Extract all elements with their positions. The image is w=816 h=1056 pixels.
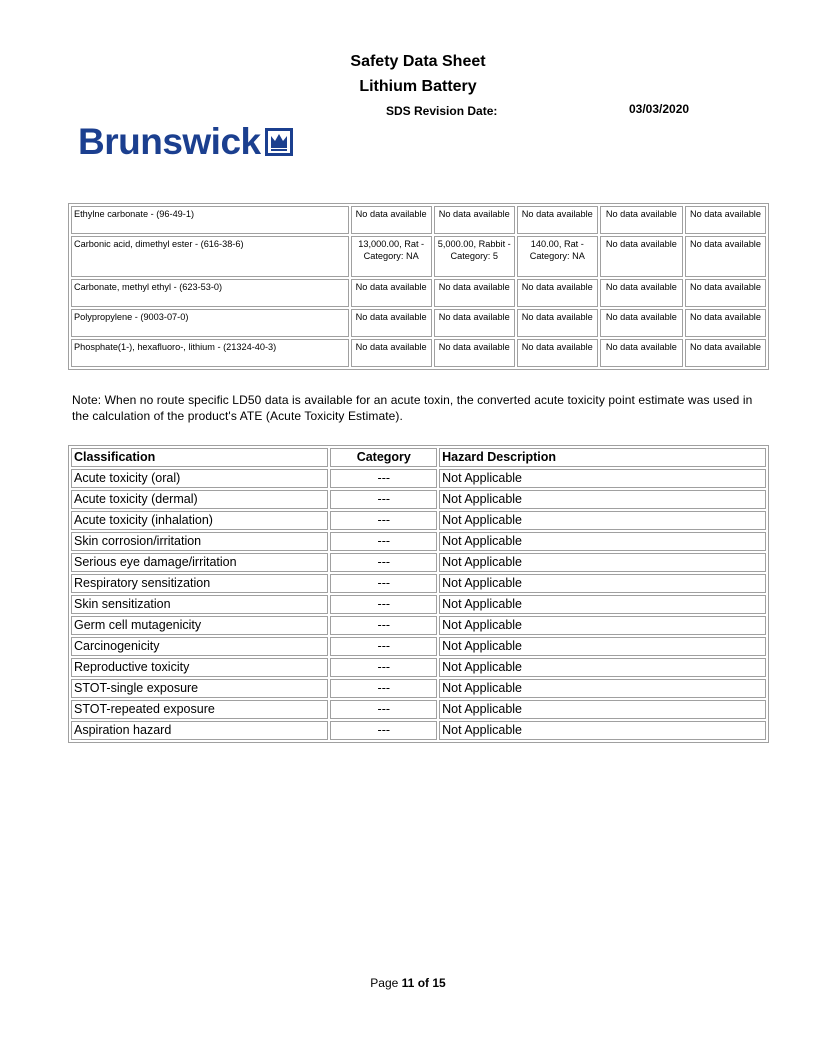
classification-row — [71, 616, 766, 635]
hazard-description: Not Applicable — [439, 511, 766, 530]
toxicity-value: No data available — [685, 236, 766, 277]
toxicity-value: No data available — [434, 309, 515, 337]
classification-row — [71, 595, 766, 614]
toxicity-value: No data available — [685, 339, 766, 367]
hazard-description: Not Applicable — [439, 721, 766, 740]
logo-wordmark: Brunswick — [78, 121, 261, 162]
classification-row — [71, 700, 766, 719]
toxicity-value: No data available — [517, 279, 598, 307]
classification-name: Reproductive toxicity — [71, 658, 328, 677]
category-value: --- — [330, 616, 437, 635]
toxicity-row — [71, 206, 766, 234]
toxicity-value: No data available — [351, 206, 432, 234]
toxicity-value: 140.00, Rat - Category: NA — [517, 236, 598, 277]
classification-row — [71, 469, 766, 488]
toxicity-value: No data available — [434, 339, 515, 367]
toxicity-value: No data available — [685, 206, 766, 234]
toxicity-value: No data available — [600, 339, 683, 367]
toxicity-value: No data available — [517, 309, 598, 337]
ld50-note: Note: When no route specific LD50 data is available for an acute toxin, the converted acute toxicity point estimate was used in the calculation of the product's ATE (Acute Toxicity Estimate). — [72, 393, 753, 423]
hazard-description: Not Applicable — [439, 700, 766, 719]
classification-name: Acute toxicity (inhalation) — [71, 511, 328, 530]
substance-name: Carbonic acid, dimethyl ester - (616-38-6) — [71, 236, 349, 277]
toxicity-value: 5,000.00, Rabbit - Category: 5 — [434, 236, 515, 277]
document-title: Safety Data Sheet — [350, 53, 486, 70]
revision-date-value: 03/03/2020 — [629, 102, 690, 116]
category-value: --- — [330, 721, 437, 740]
toxicity-value: No data available — [351, 339, 432, 367]
category-value: --- — [330, 469, 437, 488]
substance-name: Polypropylene - (9003-07-0) — [71, 309, 349, 337]
category-value: --- — [330, 553, 437, 572]
total-pages: 15 — [432, 976, 446, 990]
hazard-description-header: Hazard Description — [439, 448, 766, 467]
substance-name: Phosphate(1-), hexafluoro-, lithium - (21324-40-3) — [71, 339, 349, 367]
toxicity-value: No data available — [517, 206, 598, 234]
product-name: Lithium Battery — [359, 78, 477, 95]
classification-name: STOT-single exposure — [71, 679, 328, 698]
toxicity-row — [71, 309, 766, 337]
classification-row — [71, 721, 766, 740]
brunswick-logo — [78, 123, 294, 161]
classification-row — [71, 637, 766, 656]
category-value: --- — [330, 490, 437, 509]
toxicity-value: No data available — [600, 236, 683, 277]
classification-row — [71, 490, 766, 509]
category-header: Category — [330, 448, 437, 467]
toxicity-value: No data available — [600, 206, 683, 234]
classification-table — [68, 445, 769, 743]
category-value: --- — [330, 532, 437, 551]
category-value: --- — [330, 679, 437, 698]
toxicity-row — [71, 339, 766, 367]
toxicity-row — [71, 279, 766, 307]
classification-row — [71, 658, 766, 677]
classification-name: Germ cell mutagenicity — [71, 616, 328, 635]
classification-row — [71, 532, 766, 551]
toxicity-value: No data available — [351, 309, 432, 337]
classification-name: Aspiration hazard — [71, 721, 328, 740]
category-value: --- — [330, 700, 437, 719]
toxicity-value: No data available — [600, 279, 683, 307]
classification-name: Respiratory sensitization — [71, 574, 328, 593]
classification-header-row — [71, 448, 766, 467]
hazard-description: Not Applicable — [439, 532, 766, 551]
revision-date-label: SDS Revision Date: — [386, 104, 498, 118]
current-page-number: 11 — [401, 976, 415, 990]
classification-name: STOT-repeated exposure — [71, 700, 328, 719]
hazard-description: Not Applicable — [439, 658, 766, 677]
classification-header: Classification — [71, 448, 328, 467]
classification-row — [71, 679, 766, 698]
page-label: Page — [370, 976, 399, 990]
toxicity-value: No data available — [685, 309, 766, 337]
classification-name: Acute toxicity (oral) — [71, 469, 328, 488]
hazard-description: Not Applicable — [439, 595, 766, 614]
toxicity-value: No data available — [434, 206, 515, 234]
toxicity-value: No data available — [600, 309, 683, 337]
substance-name: Carbonate, methyl ethyl - (623-53-0) — [71, 279, 349, 307]
category-value: --- — [330, 511, 437, 530]
classification-row — [71, 574, 766, 593]
classification-row — [71, 511, 766, 530]
classification-name: Skin sensitization — [71, 595, 328, 614]
hazard-description: Not Applicable — [439, 553, 766, 572]
toxicity-value: 13,000.00, Rat - Category: NA — [351, 236, 432, 277]
category-value: --- — [330, 658, 437, 677]
toxicity-value: No data available — [517, 339, 598, 367]
classification-name: Skin corrosion/irritation — [71, 532, 328, 551]
toxicity-row — [71, 236, 766, 277]
hazard-description: Not Applicable — [439, 637, 766, 656]
classification-name: Carcinogenicity — [71, 637, 328, 656]
category-value: --- — [330, 574, 437, 593]
classification-row — [71, 553, 766, 572]
hazard-description: Not Applicable — [439, 679, 766, 698]
crown-logo-icon — [264, 127, 294, 157]
toxicity-value: No data available — [351, 279, 432, 307]
toxicity-data-table — [68, 203, 769, 370]
page-footer — [0, 976, 816, 990]
classification-name: Acute toxicity (dermal) — [71, 490, 328, 509]
toxicity-value: No data available — [434, 279, 515, 307]
toxicity-value: No data available — [685, 279, 766, 307]
category-value: --- — [330, 595, 437, 614]
of-label: of — [417, 976, 430, 990]
hazard-description: Not Applicable — [439, 490, 766, 509]
category-value: --- — [330, 637, 437, 656]
classification-name: Serious eye damage/irritation — [71, 553, 328, 572]
hazard-description: Not Applicable — [439, 469, 766, 488]
hazard-description: Not Applicable — [439, 616, 766, 635]
substance-name: Ethylne carbonate - (96-49-1) — [71, 206, 349, 234]
hazard-description: Not Applicable — [439, 574, 766, 593]
